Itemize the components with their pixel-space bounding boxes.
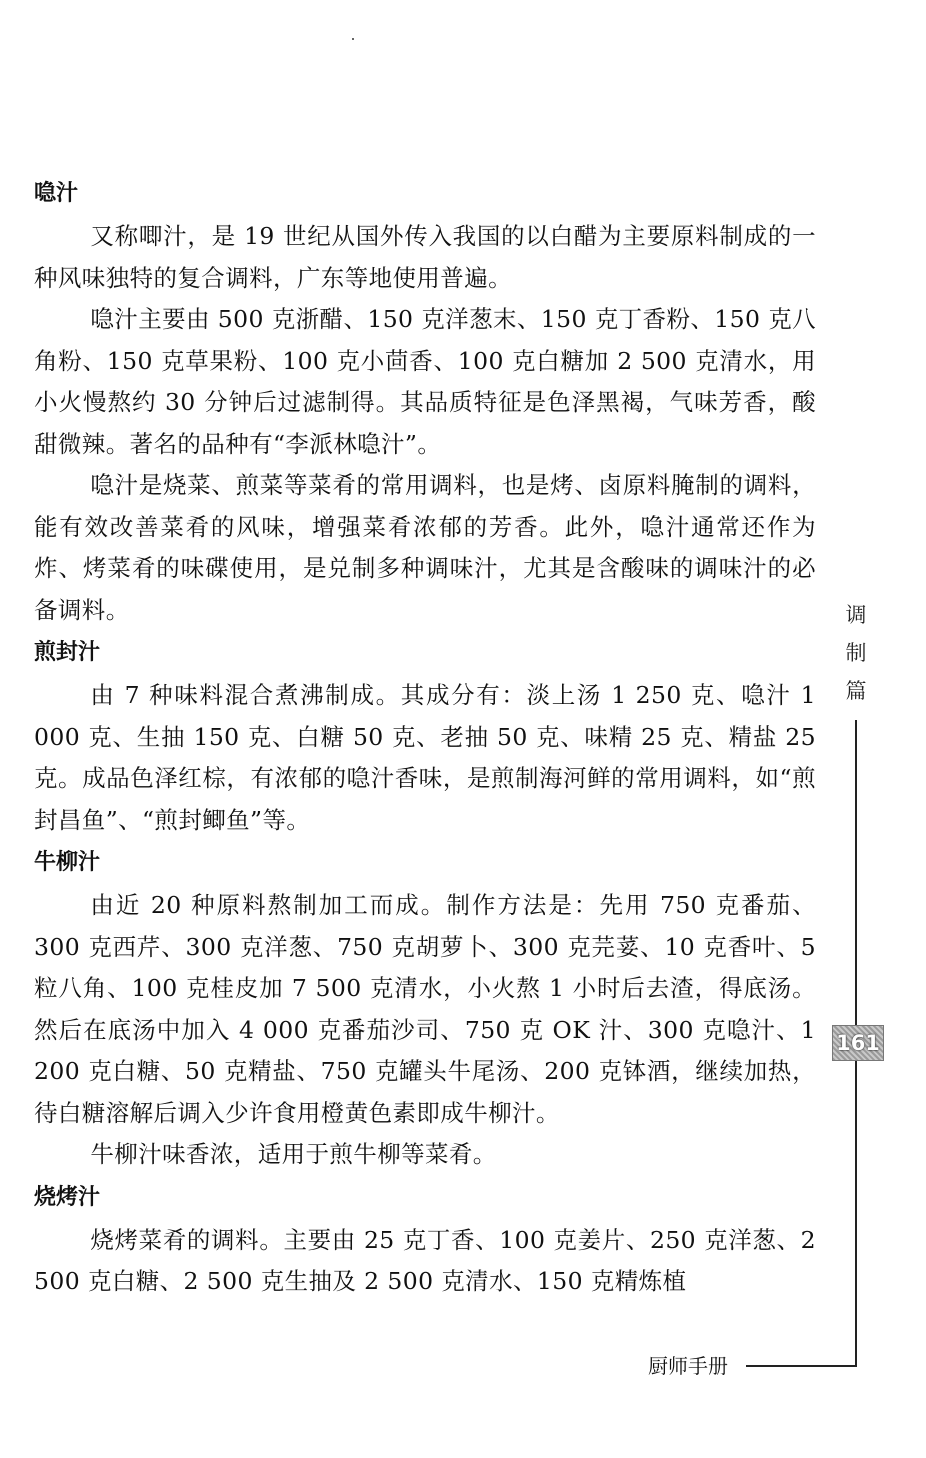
section-yijiu xyxy=(34,172,816,631)
paragraph: 由 7 种味料混合煮沸制成。其成分有：淡上汤 1 250 克、喼汁 1 000 克、生抽 150 克、白糖 50 克、老抽 50 克、味精 25 克、精盐 25 克。成品色泽红棕，有浓郁的喼汁香味，是煎制海河鲜的常用调料，如“煎封昌鱼”、“煎封鲫鱼”等。 xyxy=(34,681,816,834)
section-heading: 煎封汁 xyxy=(34,640,101,665)
footer-rule xyxy=(746,1365,857,1367)
page-body xyxy=(34,172,816,1303)
page-number-badge: 161 xyxy=(832,1025,884,1061)
side-tab-char: 调 xyxy=(845,603,867,627)
chapter-side-tab xyxy=(838,596,874,710)
section-heading: 烧烤汁 xyxy=(34,1184,101,1210)
section-jianfeng xyxy=(34,631,816,841)
side-tab-char: 篇 xyxy=(845,679,867,703)
section-niuliu xyxy=(34,841,816,1176)
paragraph: 喼汁是烧菜、煎菜等菜肴的常用调料，也是烤、卤原料腌制的调料，能有效改善菜肴的风味，增强菜肴浓郁的芳香。此外，喼汁通常还作为炸、烤菜肴的味碟使用，是兑制多种调味汁，尤其是含酸味的调味汁的必备调料。 xyxy=(34,471,816,624)
footer-book-title: 厨师手册 xyxy=(648,1354,728,1378)
paragraph: 又称唧汁，是 19 世纪从国外传入我国的以白醋为主要原料制成的一种风味独特的复合调料，广东等地使用普遍。 xyxy=(34,222,816,292)
paragraph: 牛柳汁味香浓，适用于煎牛柳等菜肴。 xyxy=(90,1140,497,1168)
section-heading: 牛柳汁 xyxy=(34,850,101,875)
paragraph: 烧烤菜肴的调料。主要由 25 克丁香、100 克姜片、250 克洋葱、2 500 克白糖、2 500 克生抽及 2 500 克清水、150 克精炼植 xyxy=(34,1225,816,1295)
side-tab-char: 制 xyxy=(845,641,867,665)
paragraph: 喼汁主要由 500 克浙醋、150 克洋葱末、150 克丁香粉、150 克八角粉、150 克草果粉、100 克小茴香、100 克白糖加 2 500 克清水，用小火慢熬约 30 分钟后过滤制得。其品质特征是色泽黑褐，气味芳香，酸甜微辣。著名的品种有“李派林喼汁”。 xyxy=(34,305,816,458)
paragraph: 由近 20 种原料熬制加工而成。制作方法是：先用 750 克番茄、300 克西芹、300 克洋葱、750 克胡萝卜、300 克芫荽、10 克香叶、5 粒八角、100 克桂皮加 7 500 克清水，小火熬 1 小时后去渣，得底汤。然后在底汤中加入 4 000 克番茄沙司、750 克 OK 汁、300 克喼汁、1 200 克白糖、50 克精盐、750 克罐头牛尾汤、200 克钵酒，继续加热，待白糖溶解后调入少许食用橙黄色素即成牛柳汁。 xyxy=(34,891,816,1127)
scan-speck xyxy=(352,38,354,40)
section-shaokao xyxy=(34,1176,816,1303)
section-heading: 喼汁 xyxy=(34,181,79,206)
